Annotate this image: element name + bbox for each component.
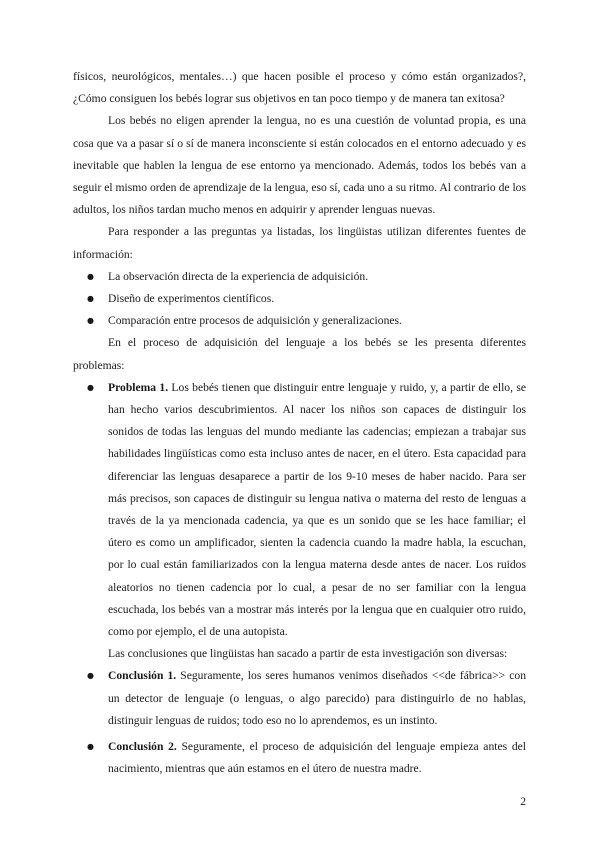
body-text xyxy=(73,66,526,781)
list-item xyxy=(73,377,526,643)
conclusion-text: Seguramente, los seres humanos venimos diseñados <<de fábrica>> con un detector de lenguaje (o lenguas, o algo parecido) para distinguirlo de no hablas, distinguir lenguas de ruidos; todo eso no lo aprendemos, es un instinto. xyxy=(108,669,526,727)
conclusion-label: Conclusión 2. xyxy=(108,740,177,754)
list-item xyxy=(73,736,526,780)
problem-text: Los bebés tienen que distinguir entre lenguaje y ruido, y, a partir de ello, se han hecho varios descubrimientos. Al nacer los niños son capaces de distinguir los sonidos de todas las lenguas del mundo mediante las cadencias; empiezan a trabajar sus habilidades lingüísticas como esta incluso antes de nacer, en el útero. Esta capacidad para diferenciar las lenguas desaparece a partir de los 9-10 meses de haber nacido. Para ser más precisos, son capaces de distinguir su lengua nativa o materna del resto de lenguas a través de la ya mencionada cadencia, ya que es un sonido que se les hace familiar; el útero es como un amplificador, sienten la cadencia cuando la madre habla, la escuchan, por lo cual están familiarizados con la lengua materna desde antes de nacer. Los ruidos aleatorios no tienen cadencia por lo cual, a pesar de no ser familiar con la lengua escuchada, los bebés van a mostrar más interés por la lengua que en cualquier otro ruido, como por ejemplo, el de una autopista. xyxy=(108,380,526,639)
conclusion-text: Seguramente, el proceso de adquisición del lenguaje empieza antes del nacimiento, mientras que aún estamos en el útero de nuestra madre. xyxy=(108,740,526,776)
problems-list xyxy=(73,377,526,643)
conclusion-label: Conclusión 1. xyxy=(108,669,177,683)
list-item: ● La observación directa de la experiencia de adquisición. xyxy=(73,266,526,288)
sources-list xyxy=(73,266,526,333)
list-item xyxy=(73,665,526,732)
paragraph-conclusions-intro: Las conclusiones que lingüistas han sacado a partir de esta investigación son diversas: xyxy=(108,647,508,661)
paragraph-problems-intro: En el proceso de adquisición del lenguaje a los bebés se les presenta diferentes problemas: xyxy=(73,336,526,372)
list-item: ● Comparación entre procesos de adquisición y generalizaciones. xyxy=(73,310,526,332)
conclusions-list xyxy=(73,665,526,780)
paragraph-questions-continued: físicos, neurológicos, mentales…) que hacen posible el proceso y cómo están organizados?, ¿Cómo consiguen los bebés lograr sus objetivos en tan poco tiempo y de manera tan exitosa? xyxy=(73,70,526,106)
paragraph-language-acquisition: Los bebés no eligen aprender la lengua, no es una cuestión de voluntad propia, es una cosa que va a pasar sí o sí de manera inconsciente si están colocados en el entorno adecuado y es inevitable que hablen la lengua de ese entorno ya mencionado. Además, todos los bebés van a seguir el mismo orden de aprendizaje de la lengua, eso sí, cada uno a su ritmo. Al contrario de los adultos, los niños tardan mucho menos en adquirir y aprender lenguas nuevas. xyxy=(73,114,526,217)
page-number: 2 xyxy=(520,795,526,808)
paragraph-information-sources: Para responder a las preguntas ya listadas, los lingüistas utilizan diferentes fuentes de información: xyxy=(73,225,526,261)
list-item: ● Diseño de experimentos científicos. xyxy=(73,288,526,310)
problem-label: Problema 1. xyxy=(108,380,169,394)
